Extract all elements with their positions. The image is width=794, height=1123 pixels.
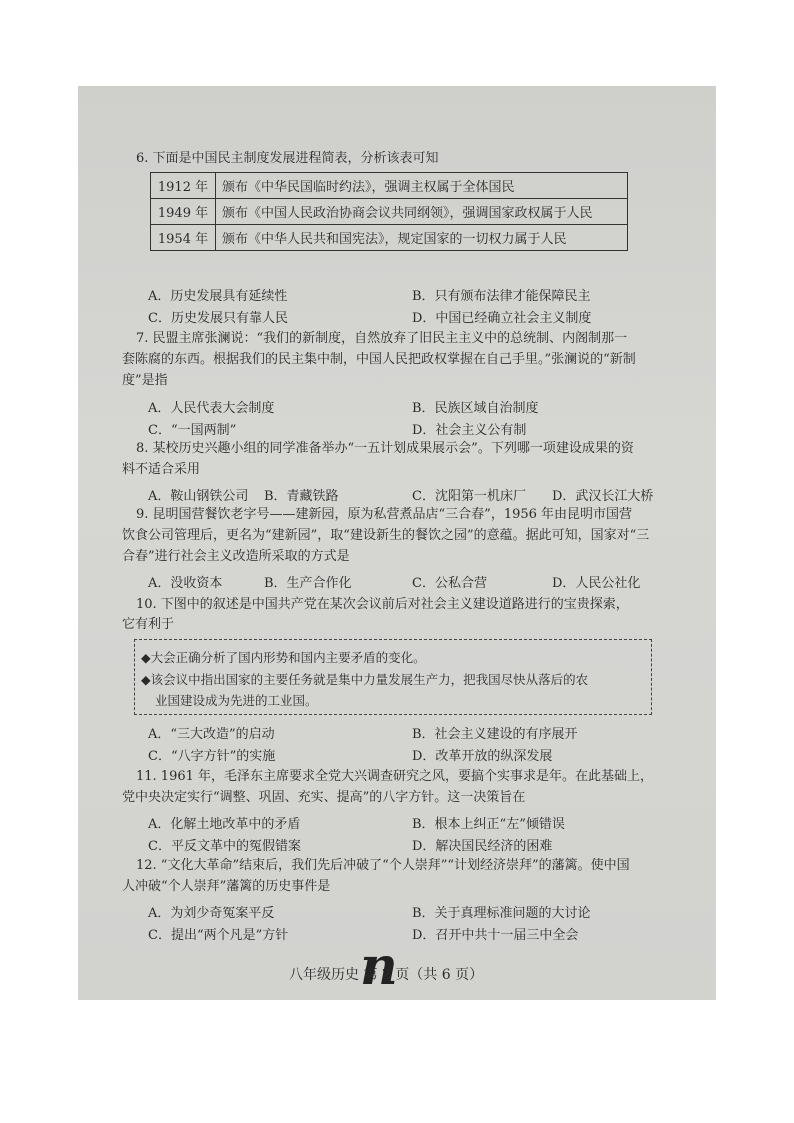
q8-option-a: A．鞍山钢铁公司	[148, 489, 249, 504]
table-year: 1949 年	[151, 199, 216, 225]
q12-line-1: 12. “文化大革命”结束后，我们先后冲破了“个人崇拜”“计划经济崇拜”的藩篱。使中国	[136, 858, 630, 873]
q11-option-d: D．解决国民经济的困难	[412, 839, 553, 854]
q7-option-b: B．民族区域自治制度	[412, 401, 539, 416]
q7-option-d: D．社会主义公有制	[412, 423, 527, 438]
q7-option-a: A．人民代表大会制度	[148, 401, 275, 416]
q9-line-1: 9. 昆明国营餐饮老字号——建新园，原为私营煮品店“三合春”，1956 年由昆明市国营	[136, 507, 633, 522]
quote-line: ◆大会正确分析了国内形势和国内主要矛盾的变化。	[141, 650, 426, 665]
table-row	[151, 199, 628, 225]
table-event: 颁布《中国人民政治协商会议共同纲领》，强调国家政权属于人民	[216, 199, 628, 225]
page-footer: 八年级历史 第 2 页（共 6 页）	[289, 967, 484, 983]
table-row	[151, 173, 628, 199]
q6-option-a: A．历史发展具有延续性	[148, 289, 288, 304]
q10-quote-box	[134, 639, 652, 715]
q12-option-b: B．关于真理标准问题的大讨论	[412, 906, 591, 921]
q9-option-d: D．人民公社化	[552, 576, 641, 591]
quote-line: 业国建设成为先进的工业国。	[155, 693, 318, 708]
q8-line-2: 料不适合采用	[122, 462, 201, 477]
q10-option-a: A．“三大改造”的启动	[148, 727, 275, 742]
q9-line-2: 饮食公司管理后，更名为“建新园”，取“建设新生的餐饮之园”的意蕴。据此可知，国家对“三	[122, 528, 650, 543]
q10-option-d: D．改革开放的纵深发展	[412, 749, 553, 764]
q11-option-b: B．根本上纠正“左”倾错误	[412, 817, 565, 832]
q7-line-2: 套陈腐的东西。根据我们的民主集中制，中国人民把政权掌握在自己手里。”张澜说的“新制	[122, 352, 636, 367]
q9-option-a: A．没收资本	[148, 576, 223, 591]
q7-line-3: 度”是指	[122, 373, 168, 388]
q6-stem: 6. 下面是中国民主制度发展进程简表，分析该表可知	[136, 151, 439, 166]
watermark-logo: n	[360, 936, 398, 997]
q9-option-c: C．公私合营	[412, 576, 487, 591]
q6-option-c: C．历史发展只有靠人民	[148, 311, 288, 326]
q8-option-c: C．沈阳第一机床厂	[412, 489, 526, 504]
q8-line-1: 8. 某校历史兴趣小组的同学准备举办“一五计划成果展示会”。下列哪一项建设成果的资	[136, 441, 634, 456]
q12-option-d: D．召开中共十一届三中全会	[412, 928, 579, 943]
q11-line-1: 11. 1961 年，毛泽东主席要求全党大兴调查研究之风，要搞个实事求是年。在此基础上，	[136, 769, 654, 784]
q9-line-3: 合春”进行社会主义改造所采取的方式是	[122, 549, 350, 564]
q10-option-b: B．社会主义建设的有序展开	[412, 727, 578, 742]
table-event: 颁布《中华民国临时约法》，强调主权属于全体国民	[216, 173, 628, 199]
q6-option-b: B．只有颁布法律才能保障民主	[412, 289, 591, 304]
table-year: 1912 年	[151, 173, 216, 199]
q9-option-b: B．生产合作化	[264, 576, 352, 591]
q10-line-1: 10. 下图中的叙述是中国共产党在某次会议前后对社会主义建设道路进行的宝贵探索，	[136, 597, 629, 612]
q10-option-c: C．“八字方针”的实施	[148, 749, 276, 764]
q12-line-2: 人冲破“个人崇拜”藩篱的历史事件是	[122, 879, 331, 894]
q7-line-1: 7. 民盟主席张澜说：“我们的新制度，自然放弃了旧民主主义中的总统制、内阁制那一	[136, 331, 628, 346]
exam-page-photo	[78, 86, 716, 1000]
q6-option-d: D．中国已经确立社会主义制度	[412, 311, 592, 326]
q7-option-c: C．“一国两制”	[148, 423, 237, 438]
q12-option-c: C．提出“两个凡是”方针	[148, 928, 289, 943]
q8-option-d: D．武汉长江大桥	[552, 489, 654, 504]
table-row	[151, 225, 628, 251]
q11-option-a: A．化解土地改革中的矛盾	[148, 817, 301, 832]
table-event: 颁布《中华人民共和国宪法》，规定国家的一切权力属于人民	[216, 225, 628, 251]
quote-line: ◆该会议中指出国家的主要任务就是集中力量发展生产力，把我国尽快从落后的农	[141, 672, 589, 687]
q11-line-2: 党中央决定实行“调整、巩固、充实、提高”的八字方针。这一决策旨在	[122, 790, 526, 805]
q8-option-b: B．青藏铁路	[264, 489, 339, 504]
q12-option-a: A．为刘少奇冤案平反	[148, 906, 275, 921]
q6-table	[150, 172, 628, 251]
q11-option-c: C．平反文革中的冤假错案	[148, 839, 301, 854]
q10-line-2: 它有利于	[122, 617, 175, 632]
table-year: 1954 年	[151, 225, 216, 251]
